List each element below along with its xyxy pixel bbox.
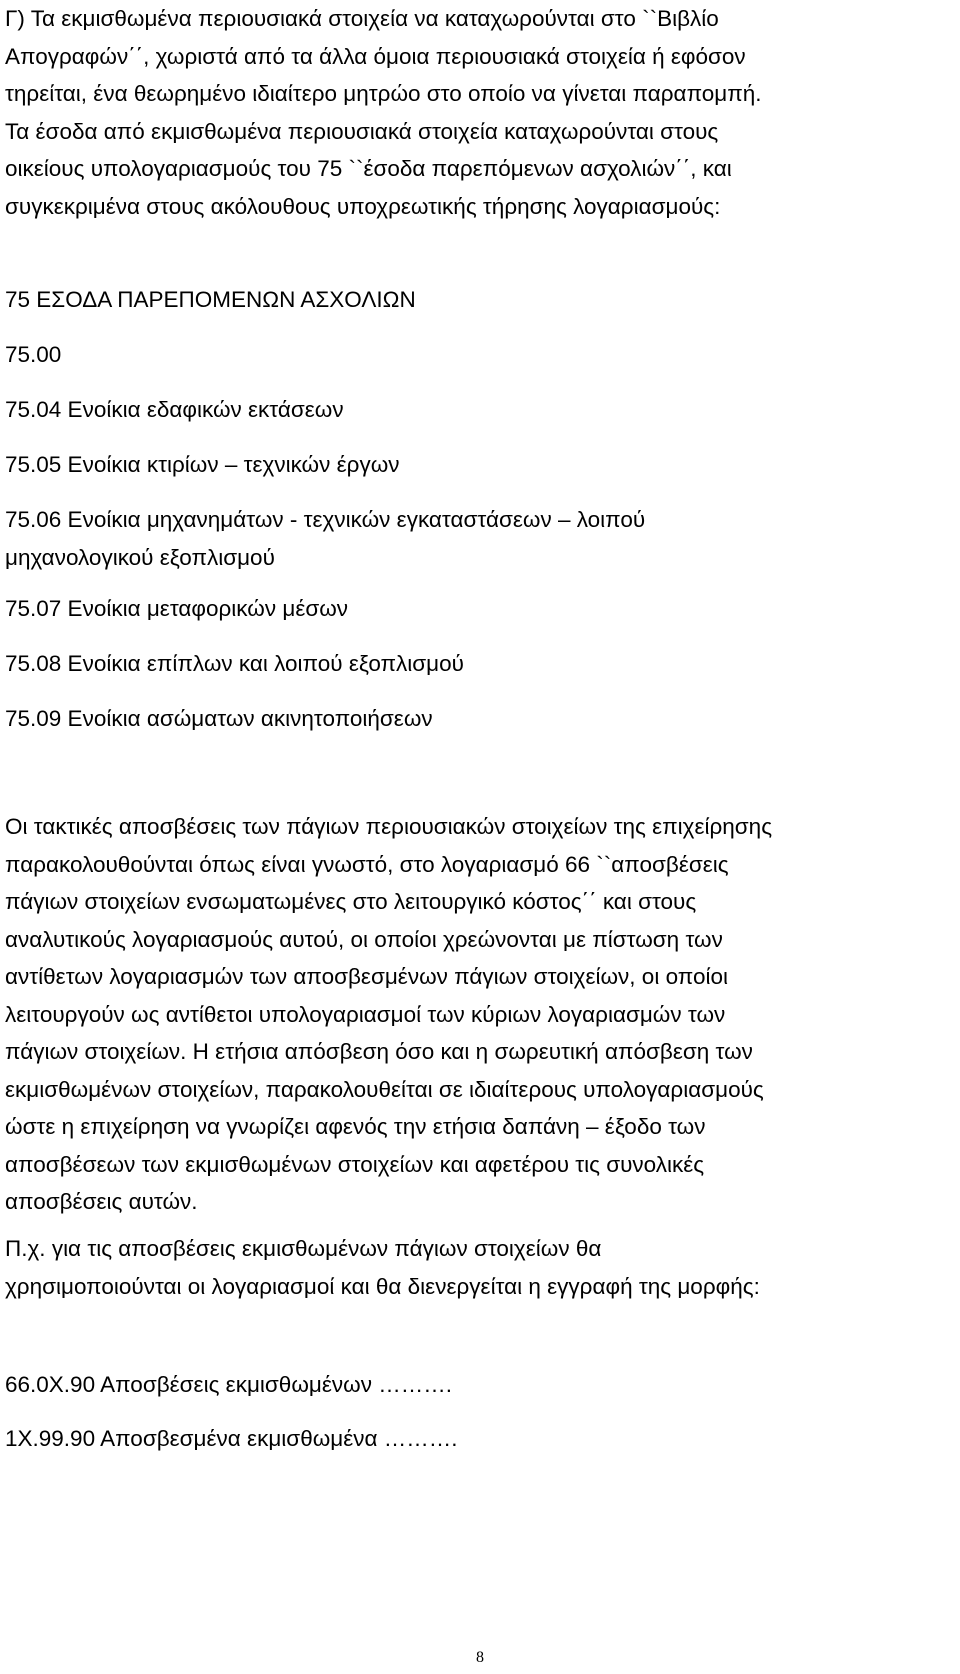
text-line: αποσβέσεων των εκμισθωμένων στοιχείων και αφετέρου τις συνολικές (5, 1151, 705, 1177)
text-line: εκμισθωμένων στοιχείων, παρακολουθείται σε ιδιαίτερους υπολογαριασμούς (5, 1076, 764, 1102)
text-line: αποσβέσεις αυτών. (5, 1189, 198, 1214)
text-line: μηχανολογικού εξοπλισμού (5, 544, 275, 570)
text-line: 75.06 Ενοίκια μηχανημάτων - τεχνικών εγκαταστάσεων – λοιπού (5, 507, 646, 532)
intro-paragraph (5, 0, 940, 225)
text-line: Απογραφών΄΄, χωριστά από τα άλλα όμοια περιουσιακά στοιχεία ή εφόσον (5, 43, 746, 69)
text-line: πάγιων στοιχείων. Η ετήσια απόσβεση όσο και η σωρευτική απόσβεση των (5, 1039, 753, 1064)
account-item (5, 501, 940, 576)
account-group-heading: 75 ΕΣΟΔΑ ΠΑΡΕΠΟΜΕΝΩΝ ΑΣΧΟΛΙΩΝ (5, 287, 416, 312)
account-item: 75.09 Ενοίκια ασώματων ακινητοποιήσεων (5, 706, 433, 731)
text-line: αντίθετων λογαριασμών των αποσβεσμένων πάγιων στοιχείων, οι οποίοι (5, 964, 728, 989)
example-paragraph (5, 1230, 940, 1305)
account-item: 75.00 (5, 342, 62, 367)
account-item: 75.05 Ενοίκια κτιρίων – τεχνικών έργων (5, 452, 400, 477)
text-line: Οι τακτικές αποσβέσεις των πάγιων περιουσιακών στοιχείων της επιχείρησης (5, 814, 773, 839)
text-line: ώστε η επιχείρηση να γνωρίζει αφενός την ετήσια δαπάνη – έξοδο των (5, 1114, 706, 1139)
depreciation-paragraph (5, 808, 940, 1221)
journal-entry-credit: 1Χ.99.90 Αποσβεσμένα εκμισθωμένα ………. (5, 1426, 458, 1451)
text-line: Π.χ. για τις αποσβέσεις εκμισθωμένων πάγιων στοιχείων θα (5, 1236, 602, 1261)
text-line: χρησιμοποιούνται οι λογαριασμοί και θα διενεργείται η εγγραφή της μορφής: (5, 1273, 760, 1299)
text-line: συγκεκριμένα στους ακόλουθους υποχρεωτικής τήρησης λογαριασμούς: (5, 193, 721, 219)
text-line: Τα έσοδα από εκμισθωμένα περιουσιακά στοιχεία καταχωρούνται στους (5, 118, 719, 144)
text-line: τηρείται, ένα θεωρημένο ιδιαίτερο μητρώο στο οποίο να γίνεται παραπομπή. (5, 81, 762, 106)
text-line: οικείους υπολογαριασμούς του 75 ``έσοδα παρεπόμενων ασχολιών΄΄, και (5, 156, 732, 181)
account-item: 75.07 Ενοίκια μεταφορικών μέσων (5, 596, 349, 621)
text-line: Γ) Τα εκμισθωμένα περιουσιακά στοιχεία να καταχωρούνται στο ``Βιβλίο (5, 6, 719, 31)
account-item: 75.08 Ενοίκια επίπλων και λοιπού εξοπλισμού (5, 651, 464, 676)
text-line: παρακολουθούνται όπως είναι γνωστό, στο λογαριασμό 66 ``αποσβέσεις (5, 851, 729, 877)
journal-entry-debit: 66.0Χ.90 Αποσβέσεις εκμισθωμένων ………. (5, 1372, 452, 1397)
text-line: πάγιων στοιχείων ενσωματωμένες στο λειτουργικό κόστος΄΄ και στους (5, 889, 697, 914)
text-line: αναλυτικούς λογαριασμούς αυτού, οι οποίοι χρεώνονται με πίστωση των (5, 926, 723, 952)
text-line: λειτουργούν ως αντίθετοι υπολογαριασμοί των κύριων λογαριασμών των (5, 1001, 726, 1027)
account-item: 75.04 Ενοίκια εδαφικών εκτάσεων (5, 397, 344, 422)
page-number: 8 (476, 1649, 484, 1666)
